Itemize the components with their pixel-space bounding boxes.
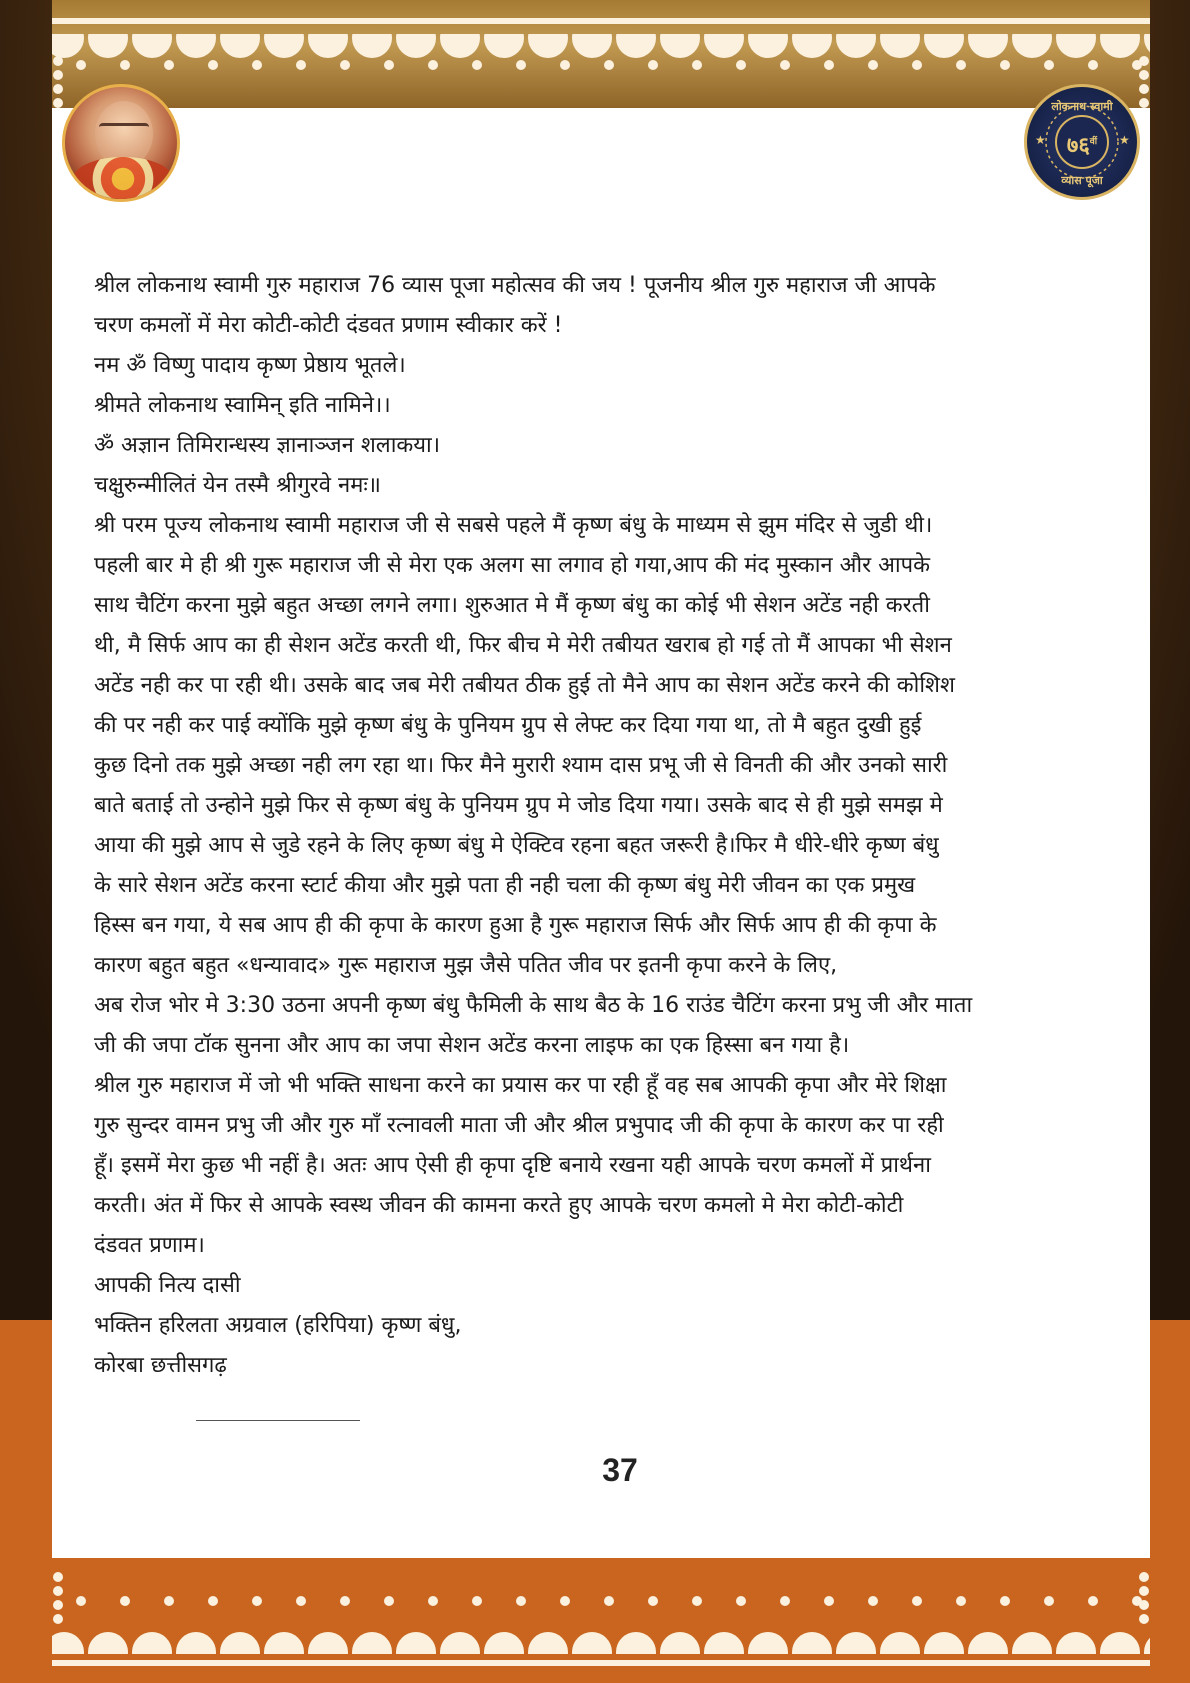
scallop [836,34,876,58]
dot [53,1600,63,1610]
letter-line: आया की मुझे आप से जुडे रहने के लिए कृष्ण बंधु मे ऐक्टिव रहना बहत जरूरी है।फिर मै धीरे-धीरे कृष्ण बंधु [94,833,939,858]
dot [1139,84,1149,94]
scallop [968,1632,1008,1654]
dot [120,60,130,70]
scallop [352,1632,392,1654]
dot [780,1596,790,1606]
seal-bottom-text: व्यास पूजा [1061,174,1103,187]
letter-line: चक्षुरुन्मीलितं येन तस्मै श्रीगुरवे नमः॥ [94,473,381,498]
dot [1139,1600,1149,1610]
dot [516,1596,526,1606]
scallop [220,1632,260,1654]
letter-line: करती। अंत में फिर से आपके स्वस्थ जीवन की कामना करते हुए आपके चरण कमलो मे मेरा कोटी-कोटी [94,1193,904,1218]
dot [53,1572,63,1582]
dot [604,60,614,70]
scallop [836,1632,876,1654]
bottom-border-line [52,1660,1150,1666]
scallop [528,34,568,58]
letter-line: कोरबा छत्तीसगढ़ [94,1353,227,1378]
dot [208,60,218,70]
star-icon: ★ [1035,133,1046,147]
dot [472,60,482,70]
scallop [176,34,216,58]
letter-line: श्री परम पूज्य लोकनाथ स्वामी महाराज जी से सबसे पहले मैं कृष्ण बंधु के माध्यम से झुम मंदिर से जुडी थी। [94,513,933,538]
letter-line: अटेंड नही कर पा रही थी। उसके बाद जब मेरी तबीयत ठीक हुई तो मैने आप का सेशन अटेंड करने की कोशिश [94,673,955,698]
scallop [792,1632,832,1654]
page-number: 37 [602,1452,638,1488]
dot [120,1596,130,1606]
letter-line: हिस्स बन गया, ये सब आप ही की कृपा के कारण हुआ है गुरू महाराज सिर्फ और सिर्फ आप ही की कृपा के [94,913,937,938]
scallop [52,34,84,58]
dot [252,1596,262,1606]
scallop [1144,34,1150,58]
dot [472,1596,482,1606]
scallop [1056,34,1096,58]
dot [53,56,63,66]
letter-line: भक्तिन हरिलता अग्रवाल (हरिपिया) कृष्ण बंधु, [94,1313,462,1338]
letter-line: पहली बार मे ही श्री गुरू महाराज जी से मेरा एक अलग सा लगाव हो गया,आप की मंद मुस्कान और आपके [94,553,931,578]
dot [164,60,174,70]
scallop [1100,1632,1140,1654]
guru-portrait [62,84,180,202]
bottom-dot-row [60,1596,1142,1608]
scallop [924,1632,964,1654]
scallop [880,34,920,58]
scallop [704,1632,744,1654]
scallop [132,34,172,58]
dot [76,1596,86,1606]
seal-number-suffix: वीं [1089,137,1098,147]
scallop [396,34,436,58]
letter-line: गुरु सुन्दर वामन प्रभु जी और गुरु माँ रत्नावली माता जी और श्रील प्रभुपाद जी की कृपा के कारण कर पा रही [94,1113,944,1138]
seal-number-value: ७६ [1066,132,1090,159]
portrait-garland [73,157,173,201]
dot [780,60,790,70]
letter-line: श्रील लोकनाथ स्वामी गुरु महाराज 76 व्यास पूजा महोत्सव की जय ! पूजनीय श्रील गुरु महाराज जी आपके [94,273,936,298]
portrait-glasses [99,123,149,136]
scallop [396,1632,436,1654]
dot [1139,56,1149,66]
dot [53,1586,63,1596]
scallop [88,1632,128,1654]
dot [1088,1596,1098,1606]
dot [1000,60,1010,70]
letter-line: साथ चैटिंग करना मुझे बहुत अच्छा लगने लगा। शुरुआत मे मैं कृष्ण बंधु का कोई भी सेशन अटेंड नही करती [94,593,930,618]
dot [340,1596,350,1606]
scallop [968,34,1008,58]
scallop [220,34,260,58]
dot [1139,1614,1149,1624]
dot [53,1614,63,1624]
scallop [484,1632,524,1654]
dot [428,60,438,70]
scallop [880,1632,920,1654]
dot [428,1596,438,1606]
scallop [660,1632,700,1654]
dot [1044,1596,1054,1606]
letter-line: चरण कमलों में मेरा कोटी-कोटी दंडवत प्रणाम स्वीकार करें ! [94,313,563,338]
scallop [52,1632,84,1654]
scallop [264,34,304,58]
scallop [528,1632,568,1654]
dot [296,1596,306,1606]
scallop [748,34,788,58]
dot [912,1596,922,1606]
dot [560,1596,570,1606]
letter-line: दंडवत प्रणाम। [94,1233,205,1258]
letter-line: कारण बहुत बहुत «धन्यावाद» गुरू महाराज मुझ जैसे पतित जीव पर इतनी कृपा करने के लिए, [94,953,838,978]
scallop [308,34,348,58]
dot [824,60,834,70]
dot [53,70,63,80]
dot [648,60,658,70]
letter-line: थी, मै सिर्फ आप का ही सेशन अटेंड करती थी, फिर बीच मे मेरी तबीयत खराब हो गई तो मैं आपका भी सेशन [94,633,952,658]
letter-line: की पर नही कर पाई क्योंकि मुझे कृष्ण बंधु के पुनियम ग्रुप से लेफ्ट कर दिया गया था, तो मै बहुत दुखी हुई [94,713,922,738]
dot [692,1596,702,1606]
scallop [748,1632,788,1654]
dot [692,60,702,70]
scallop [616,34,656,58]
left-dot-column [52,56,64,104]
seal-number [1055,115,1109,169]
dot [736,1596,746,1606]
dot [560,60,570,70]
letter-body [94,266,1094,1386]
scallop [792,34,832,58]
dot [516,60,526,70]
scallop [572,34,612,58]
bottom-scallop-border [52,1628,1150,1654]
dot [604,1596,614,1606]
dot [648,1596,658,1606]
top-dot-row [60,60,1142,72]
dot [53,84,63,94]
dot [1139,1586,1149,1596]
scallop [1012,34,1052,58]
scallop [1144,1632,1150,1654]
dot [340,60,350,70]
dot [912,60,922,70]
scallop [1012,1632,1052,1654]
dot [1000,1596,1010,1606]
dot [956,1596,966,1606]
scallop [88,34,128,58]
dot [824,1596,834,1606]
dot [1139,98,1149,108]
dot [208,1596,218,1606]
top-border-line [52,18,1150,24]
top-scallop-border [52,34,1150,60]
dot [252,60,262,70]
vyasa-puja-seal [1024,84,1140,200]
scallop [352,34,392,58]
dot [164,1596,174,1606]
dot [53,98,63,108]
dot [296,60,306,70]
scallop [176,1632,216,1654]
dot [384,1596,394,1606]
dot [1044,60,1054,70]
scallop [616,1632,656,1654]
dot [1088,60,1098,70]
dot [1139,1572,1149,1582]
dot [76,60,86,70]
letter-line: नम ॐ विष्णु पादाय कृष्ण प्रेष्ठाय भूतले। [94,353,406,378]
scallop [1056,1632,1096,1654]
seal-top-text: लोकनाथ स्वामी [1051,100,1113,113]
right-dot-column [1138,56,1150,104]
signature-line [196,1420,360,1421]
dot [868,1596,878,1606]
scallop [1100,34,1140,58]
scallop [660,34,700,58]
letter-line: श्रील गुरु महाराज में जो भी भक्ति साधना करने का प्रयास कर पा रही हूँ वह सब आपकी कृपा और मेरे शिक्षा [94,1073,947,1098]
letter-line: श्रीमते लोकनाथ स्वामिन् इति नामिने।। [94,393,391,418]
scallop [440,34,480,58]
letter-line: अब रोज भोर मे 3:30 उठना अपनी कृष्ण बंधु फैमिली के साथ बैठ के 16 राउंड चैटिंग करना प्रभु जी और माता [94,993,973,1018]
dot [868,60,878,70]
left-dot-column-bottom [52,1572,64,1622]
scallop [132,1632,172,1654]
scallop [572,1632,612,1654]
letter-line: हूँ। इसमें मेरा कुछ भी नहीं है। अतः आप ऐसी ही कृपा दृष्टि बनाये रखना यही आपके चरण कमलों में प्रार्थना [94,1153,931,1178]
scallop [308,1632,348,1654]
letter-line: कुछ दिनो तक मुझे अच्छा नही लग रहा था। फिर मैने मुरारी श्याम दास प्रभू जी से विनती की और उनको सारी [94,753,948,778]
star-icon: ★ [1119,133,1130,147]
dot [956,60,966,70]
dot [1139,70,1149,80]
letter-line: जी की जपा टॉक सुनना और आप का जपा सेशन अटेंड करना लाइफ का एक हिस्सा बन गया है। [94,1033,850,1058]
scallop [704,34,744,58]
scallop [484,34,524,58]
right-dot-column-bottom [1138,1572,1150,1622]
scallop [440,1632,480,1654]
letter-line: ॐ अज्ञान तिमिरान्धस्य ज्ञानाञ्जन शलाकया। [94,433,441,458]
dot [384,60,394,70]
scallop [264,1632,304,1654]
letter-line: बाते बताई तो उन्होने मुझे फिर से कृष्ण बंधु के पुनियम ग्रुप मे जोड दिया गया। उसके बाद से ही मुझे समझ मे [94,793,943,818]
letter-line: आपकी नित्य दासी [94,1273,241,1298]
dot [736,60,746,70]
letter-line: के सारे सेशन अटेंड करना स्टार्ट कीया और मुझे पता ही नही चला की कृष्ण बंधु मेरी जीवन का एक प्रमुख [94,873,916,898]
scallop [924,34,964,58]
